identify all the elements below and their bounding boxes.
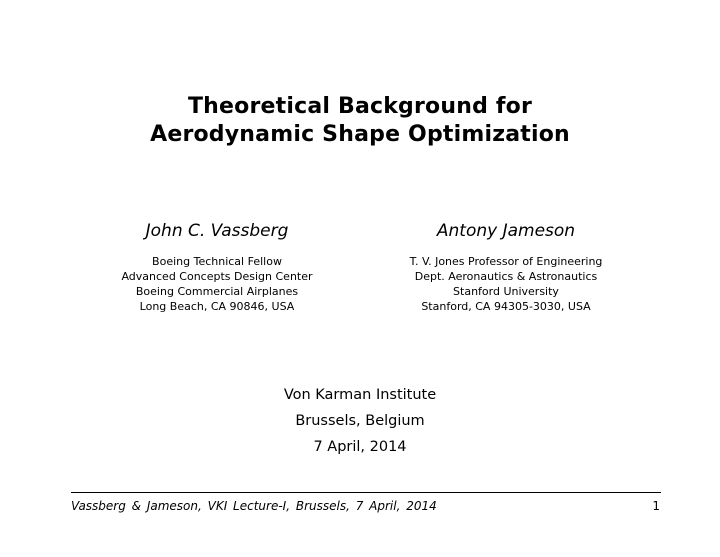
venue-block <box>0 382 720 460</box>
affiliation-line: T. V. Jones Professor of Engineering <box>409 255 603 268</box>
affiliation-line: Stanford University <box>453 285 559 298</box>
venue-location: Brussels, Belgium <box>295 413 425 429</box>
page-number: 1 <box>652 499 660 513</box>
affiliation-line: Boeing Technical Fellow <box>152 255 282 268</box>
affiliation-line: Long Beach, CA 90846, USA <box>139 300 295 313</box>
affiliation-line: Stanford, CA 94305-3030, USA <box>421 300 591 313</box>
footer-citation: Vassberg & Jameson, VKI Lecture-I, Brussels, 7 April, 2014 <box>71 499 437 513</box>
venue-date: 7 April, 2014 <box>313 439 407 455</box>
author-block-vassberg <box>67 220 367 314</box>
affiliation-line: Boeing Commercial Airplanes <box>135 285 299 298</box>
author-name: John C. Vassberg <box>145 221 289 241</box>
venue-institute: Von Karman Institute <box>283 387 437 403</box>
author-block-jameson <box>356 220 656 314</box>
footer-divider <box>71 492 661 493</box>
title-line-2: Aerodynamic Shape Optimization <box>150 122 570 147</box>
affiliation-line: Advanced Concepts Design Center <box>121 270 313 283</box>
author-name: Antony Jameson <box>436 221 576 241</box>
slide-title <box>0 93 720 149</box>
affiliation-line: Dept. Aeronautics & Astronautics <box>414 270 598 283</box>
title-line-1: Theoretical Background for <box>187 94 533 119</box>
